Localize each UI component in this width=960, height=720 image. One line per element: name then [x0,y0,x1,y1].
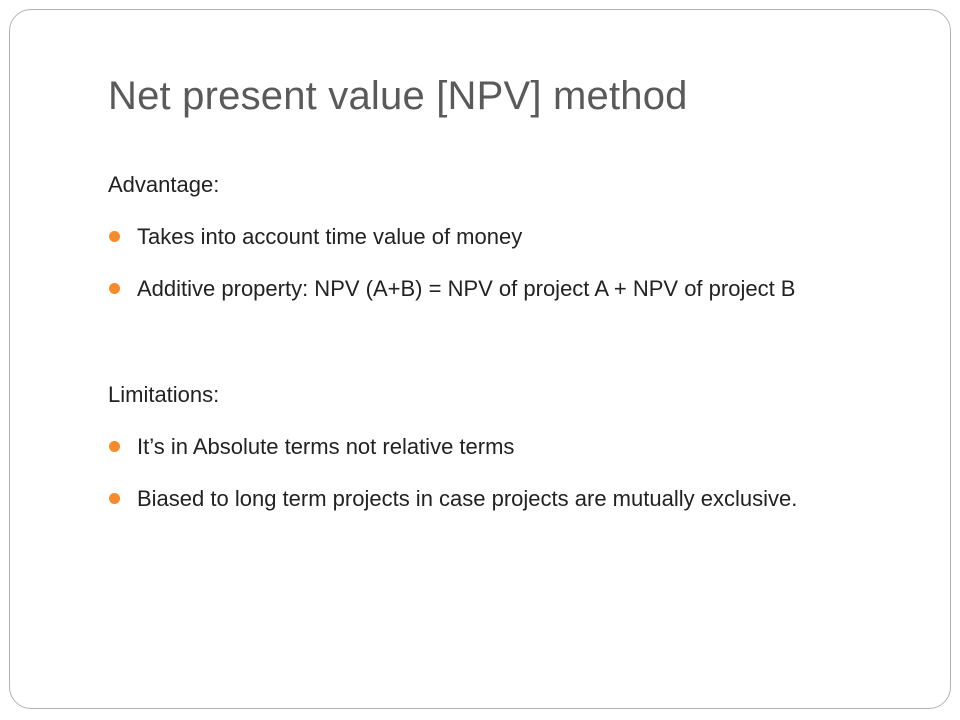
list-item [108,427,905,467]
list-item-text: It’s in Absolute terms not relative terms [137,434,515,459]
list-item-text: Biased to long term projects in case projects are mutually exclusive. [137,486,798,511]
bullet-dot-icon [109,441,120,452]
limitations-list [108,427,905,519]
slide-body [108,165,905,519]
list-item [108,479,905,519]
advantage-list [108,217,905,309]
list-item [108,217,905,257]
list-item-text: Additive property: NPV (A+B) = NPV of project A + NPV of project B [137,276,796,301]
list-item-text: Takes into account time value of money [137,224,523,249]
bullet-dot-icon [109,283,120,294]
slide-title: Net present value [NPV] method [108,74,688,118]
bullet-dot-icon [109,231,120,242]
bullet-dot-icon [109,493,120,504]
advantage-heading: Advantage: [108,172,220,197]
limitations-heading: Limitations: [108,382,220,407]
list-item [108,269,905,309]
